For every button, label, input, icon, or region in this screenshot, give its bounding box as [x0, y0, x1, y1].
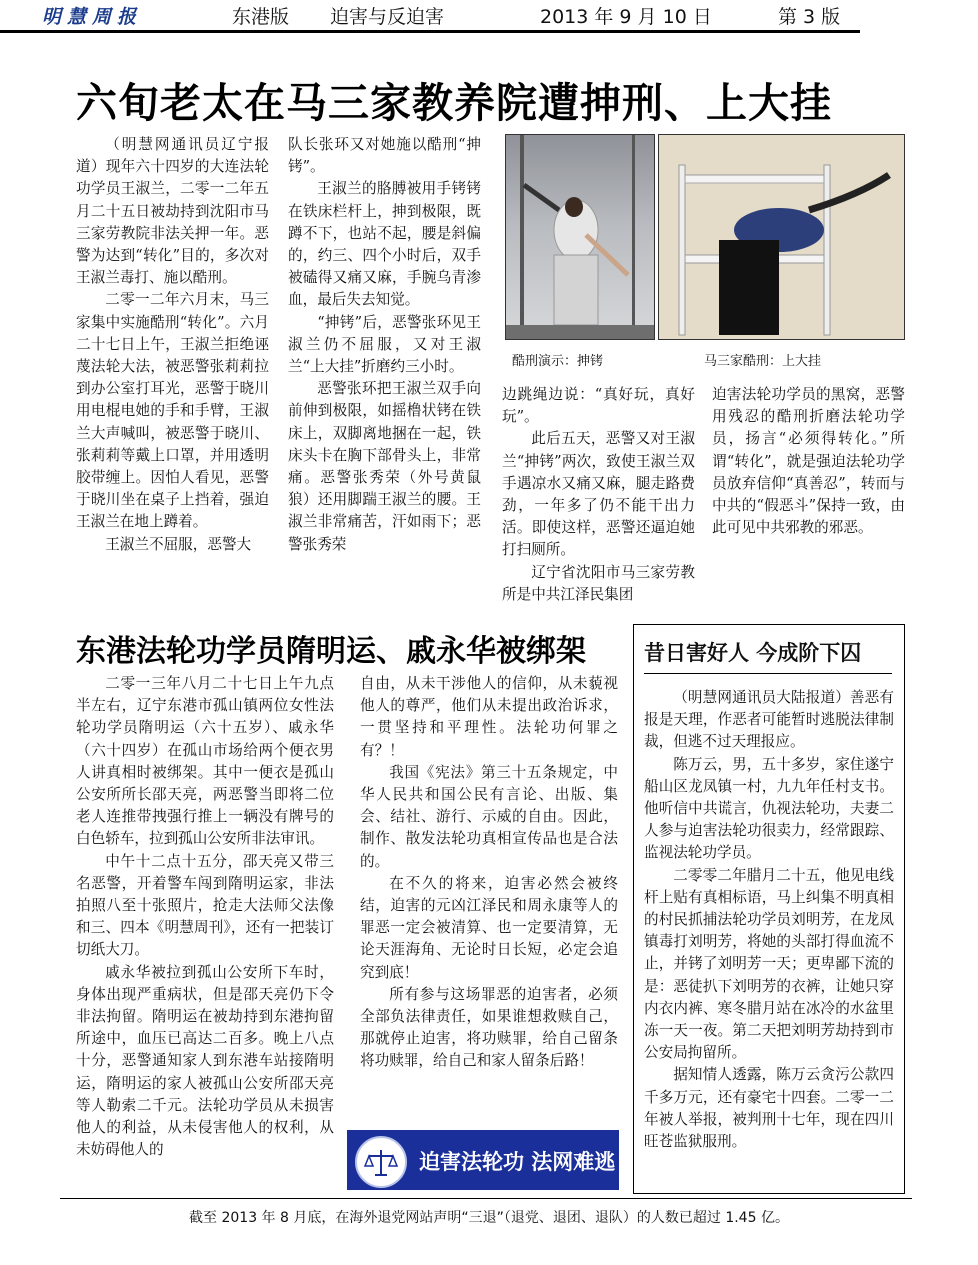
section-label: 迫害与反迫害 — [330, 6, 445, 28]
article1-headline: 六旬老太在马三家教养院遭抻刑、上大挂 — [76, 79, 832, 127]
sidebar-rule — [644, 673, 892, 674]
banner-text: 迫害法轮功 法网难逃 — [419, 1150, 616, 1174]
sidebar-headline: 昔日害好人 今成阶下囚 — [644, 641, 862, 665]
paragraph: 边跳绳边说：“真好玩，真好玩”。 — [502, 386, 695, 426]
paragraph: 自由，从未干涉他人的信仰，从未藐视他人的尊严，他们从未提出政治诉求，一贯坚持和平理性。法轮功何罪之有？！ — [360, 675, 618, 759]
paragraph: 王淑兰的胳膊被用手铐铐在铁床栏杆上，抻到极限，既蹲不下，也站不起，腰是斜偏的，约三、四个小时后，双手被磕得又痛又麻，手腕乌青渗血，最后失去知觉。 — [288, 180, 481, 309]
paragraph: 此后五天，恶警又对王淑兰“抻铐”两次，致使王淑兰双手遇凉水又痛又麻，腿走路费劲，一年多了仍不能干出力活。即使这样，恶警还逼迫她打扫厕所。 — [502, 430, 695, 559]
newspaper-name: 明慧周报 — [42, 6, 143, 28]
paragraph: 陈万云，男，五十多岁，家住遂宁船山区龙凤镇一村，九九年任村支书。他听信中共谎言，仇视法轮功，夫妻二人参与迫害法轮功很卖力，经常跟踪、监视法轮功学员。 — [644, 755, 894, 862]
torture-demo-photo-2 — [658, 134, 905, 340]
page-number: 第 3 版 — [778, 6, 841, 28]
masthead — [0, 0, 860, 34]
paragraph: （明慧网通讯员大陆报道）善恶有报是天理，作恶者可能暂时逃脱法律制裁，但逃不过天理报应。 — [644, 689, 894, 751]
article1-column-2 — [288, 134, 481, 556]
sidebar-body — [644, 687, 894, 1153]
paragraph: 辽宁省沈阳市马三家劳教所是中共江泽民集团 — [502, 563, 695, 603]
paragraph: 我国《宪法》第三十五条规定，中华人民共和国公民有言论、出版、集会、结社、游行、示威的自由。因此，制作、散发法轮功真相宣传品也是合法的。 — [360, 763, 618, 870]
paragraph: “抻铐”后，恶警张环见王淑兰仍不屈服，又对王淑兰“上大挂”折磨约三小时。 — [288, 313, 481, 376]
paragraph: 中午十二点十五分，邵天亮又带三名恶警，开着警车闯到隋明运家，非法拍照八至十张照片，抢走大法师父法像和三、四本《明慧周刊》，还有一把装订切纸大刀。 — [76, 852, 334, 959]
torture-demo-photo-1 — [505, 134, 655, 340]
issue-date: 2013 年 9 月 10 日 — [540, 6, 712, 28]
footer-rule — [60, 1198, 912, 1199]
slogan-banner — [347, 1130, 619, 1190]
paragraph: 恶警张环把王淑兰双手向前伸到极限，如摇橹状铐在铁床上，双脚离地捆在一起，铁床头卡在胸下部骨头上，非常痛。恶警张秀荣（外号黄鼠狼）还用脚踹王淑兰的腰。王淑兰非常痛苦，汗如雨下；恶警张秀荣 — [288, 380, 481, 553]
article1-column-3 — [502, 384, 695, 606]
paragraph: 所有参与这场罪恶的迫害者，必须全部负法律责任，如果谁想救赎自己，那就停止迫害，将功赎罪，给自己留条将功赎罪，给自己和家人留条后路！ — [360, 985, 618, 1070]
paragraph: 戚永华被拉到孤山公安所下车时，身体出现严重病状，但是邵天亮仍下令非法拘留。隋明运在被劫持到东港拘留所途中，血压已高达二百多。晚上八点十分，恶警通知家人到东港车站接隋明运，隋明运的家人被孤山公安所邵天亮等人勒索二千元。法轮功学员从未损害他人的利益，从未侵害他人的权利，从未妨碍他人的 — [76, 963, 334, 1159]
paragraph: 二零零二年腊月二十五，他见电线杆上贴有真相标语，马上纠集不明真相的村民抓捕法轮功学员刘明芳，在龙凤镇毒打刘明芳，将她的头部打得血流不止，并铐了刘明芳一天；更卑鄙下流的是：恶徒扒下刘明芳的衣裤，让她只穿内衣内裤、寒冬腊月站在冰冷的水盆里冻一天一夜。第二天把刘明芳劫持到市公安局拘留所。 — [644, 866, 894, 1062]
paragraph: 迫害法轮功学员的黑窝，恶警用残忍的酷刑折磨法轮功学员，扬言“必须得转化。”所谓“转化”，就是强迫法轮功学员放弃信仰“真善忍”，转而与中共的“假恶斗”保持一致，由此可见中共邪教的邪恶。 — [712, 386, 905, 537]
edition-label: 东港版 — [232, 6, 290, 28]
article1-column-1 — [76, 134, 269, 556]
scales-of-justice-icon — [355, 1136, 407, 1188]
paragraph: 二零一二年六月末，马三家集中实施酷刑“转化”。六月二十七日上午，王淑兰拒绝诬蔑法轮大法，被恶警张莉莉拉到办公室打耳光，恶警于晓川用电棍电她的手和手臂，王淑兰大声喊叫，被恶警于晓川、张莉莉等戴上口罩，并用透明胶带缠上。因怕人看见，恶警于晓川坐在桌子上挡着，强迫王淑兰在地上蹲着。 — [76, 291, 269, 531]
paragraph: 王淑兰不屈服，恶警大 — [105, 535, 252, 553]
article2-column-2 — [360, 673, 618, 1073]
paragraph: 在不久的将来，迫害必然会被终结，迫害的元凶江泽民和周永康等人的罪恶一定会被清算、也一定要清算，无论天涯海角、无论时日长短，必定会追究到底！ — [360, 874, 618, 981]
masthead-rule — [0, 30, 860, 33]
photo-caption-1: 酷刑演示：抻铐 — [512, 354, 604, 369]
bed-illustration — [659, 135, 904, 339]
paragraph: 二零一三年八月二十七日上午九点半左右，辽宁东港市孤山镇两位女性法轮功学员隋明运（六十五岁）、戚永华（六十四岁）在孤山市场给两个便衣男人讲真相时被绑架。其中一便衣是孤山公安所所长邵天亮，两恶警当即将二位老人连推带拽强行推上一辆没有牌号的白色轿车，拉到孤山公安所非法审讯。 — [76, 675, 334, 848]
paragraph: 队长张环又对她施以酷刑“抻铐”。 — [288, 136, 481, 176]
paragraph: （明慧网通讯员辽宁报道）现年六十四岁的大连法轮功学员王淑兰，二零一二年五月二十五日被劫持到沈阳市马三家劳教院非法关押一年。恶警为达到“转化”目的，多次对王淑兰毒打、施以酷刑。 — [76, 136, 269, 287]
photo-caption-2: 马三家酷刑：上大挂 — [704, 354, 822, 369]
article1-column-4 — [712, 384, 905, 539]
article2-headline: 东港法轮功学员隋明运、戚永华被绑架 — [76, 634, 586, 669]
article2-column-1 — [76, 673, 334, 1161]
sidebar-article — [633, 624, 905, 1194]
paragraph: 据知情人透露，陈万云贪污公款四千多万元，还有豪宅十四套。二零一二年被人举报，被判刑十七年，现在四川旺苍监狱服刑。 — [644, 1066, 894, 1151]
footer-notice: 截至 2013 年 8 月底，在海外退党网站声明“三退”（退党、退团、退队）的人数已超过 1.45 亿。 — [189, 1210, 789, 1226]
figure-illustration — [506, 135, 654, 339]
